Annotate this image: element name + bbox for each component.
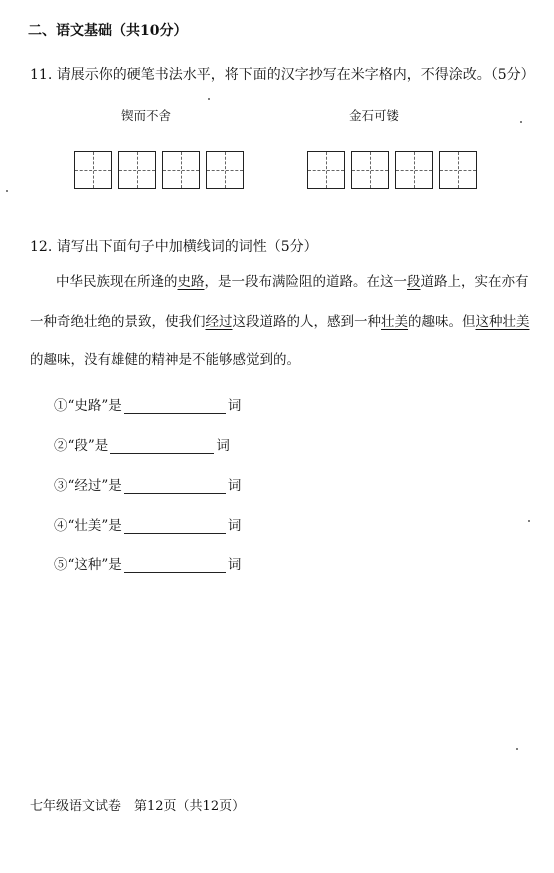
answer-row-3: ③“经过”是 词 — [54, 478, 242, 494]
answer-row-4: ④“壮美”是 词 — [54, 518, 242, 534]
scan-speck — [528, 520, 530, 522]
underlined-word: 经过 — [205, 314, 233, 330]
writing-cell[interactable] — [351, 151, 389, 189]
writing-cell[interactable] — [439, 151, 477, 189]
page-footer: 七年级语文试卷 第12页（共12页） — [30, 799, 246, 814]
section-title: 二、语文基础（共10分） — [28, 23, 188, 39]
underlined-word: 壮美 — [502, 314, 530, 330]
question-number: 11. — [30, 67, 53, 83]
writing-cell[interactable] — [395, 151, 433, 189]
writing-cell[interactable] — [74, 151, 112, 189]
answer-blank[interactable] — [110, 437, 214, 454]
underlined-word: 史路 — [177, 274, 205, 290]
question-number: 12. — [30, 239, 53, 255]
answer-row-2: ②“段”是 词 — [54, 438, 230, 454]
writing-grid-right — [307, 151, 477, 189]
writing-cell[interactable] — [162, 151, 200, 189]
writing-cell[interactable] — [206, 151, 244, 189]
writing-cell[interactable] — [307, 151, 345, 189]
writing-grid-left — [74, 151, 244, 189]
phrase-left: 锲而不舍 — [121, 108, 172, 123]
underlined-word: 段 — [407, 274, 421, 290]
answer-blank[interactable] — [124, 517, 226, 534]
passage-line-2: 一种奇绝壮绝的景致，使我们经过这段道路的人，感到一种壮美的趣味。但这种壮美 — [30, 314, 530, 330]
answer-blank[interactable] — [124, 556, 226, 573]
answer-row-1: ①“史路”是 词 — [54, 398, 242, 414]
underlined-word: 这种 — [475, 314, 503, 330]
answer-row-5: ⑤“这种”是 词 — [54, 557, 242, 573]
scan-speck — [208, 98, 210, 100]
question-text: 请写出下面句子中加横线词的词性（5分） — [56, 239, 318, 255]
writing-cell[interactable] — [118, 151, 156, 189]
passage-line-1: 中华民族现在所逢的史路，是一段布满险阻的道路。在这一段道路上，实在亦有 — [56, 274, 529, 290]
answer-blank[interactable] — [124, 477, 226, 494]
scan-speck — [520, 121, 522, 123]
scan-speck — [516, 748, 518, 750]
passage-line-3: 的趣味，没有雄健的精神是不能够感觉到的。 — [30, 352, 300, 368]
question-text: 请展示你的硬笔书法水平，将下面的汉字抄写在米字格内，不得涂改。（5分） — [56, 67, 535, 83]
scan-speck — [6, 190, 8, 192]
phrase-right: 金石可镂 — [349, 108, 400, 123]
question-12 — [30, 236, 318, 256]
underlined-word: 壮美 — [381, 314, 408, 330]
answer-blank[interactable] — [124, 397, 226, 414]
question-11 — [30, 64, 535, 84]
